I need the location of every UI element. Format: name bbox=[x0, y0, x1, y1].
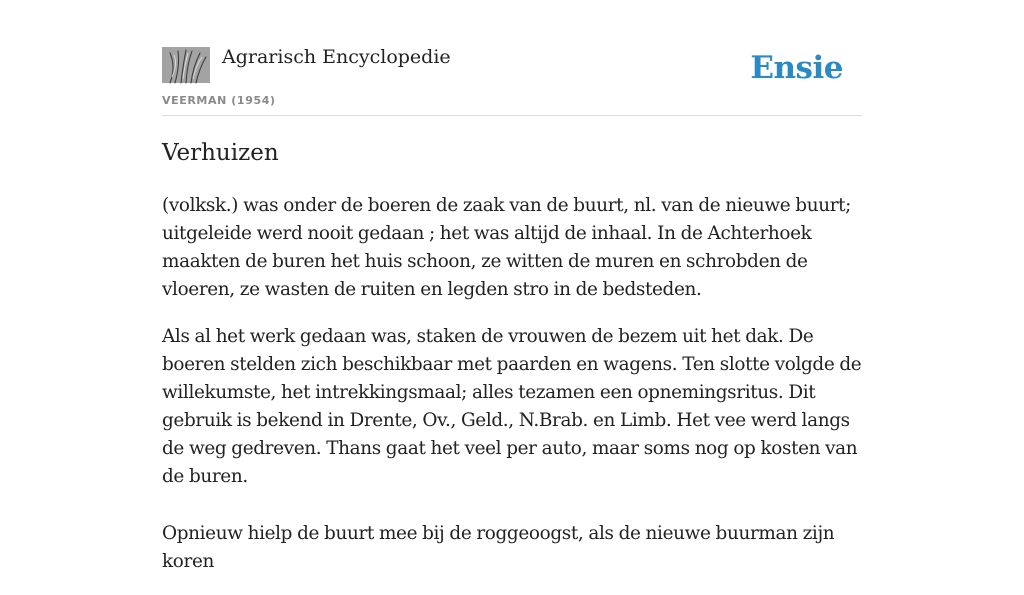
article-body bbox=[162, 192, 862, 595]
paragraph: (volksk.) was onder de boeren de zaak van de buurt, nl. van de nieuwe buurt; uitgeleide werd nooit gedaan ; het was altijd de inhaal. In de Achterhoek maakten de buren het huis schoon, ze witten de muren en schrobden de vloeren, ze wasten de ruiten en legden stro in de bedsteden. bbox=[162, 195, 852, 300]
wheat-icon[interactable] bbox=[162, 47, 210, 83]
author-label: VEERMAN (1954) bbox=[162, 94, 276, 107]
page bbox=[162, 0, 862, 572]
header bbox=[162, 0, 862, 116]
paragraph: Als al het werk gedaan was, staken de vrouwen de bezem uit het dak. De boeren stelden zich beschikbaar met paarden en wagens. Ten slotte volgde de willekumste, het intrekkingsmaal; alles tezamen een opnemingsritus. Dit gebruik is bekend in Drente, Ov., Geld., N.Brab. en Limb. Het vee werd langs de weg gedreven. Thans gaat het veel per auto, maar soms nog op kosten van de buren. bbox=[162, 326, 862, 487]
article-title: Verhuizen bbox=[162, 140, 279, 166]
site-title[interactable]: Agrarisch Encyclopedie bbox=[222, 46, 451, 68]
brand-logo[interactable]: Ensie bbox=[750, 50, 843, 86]
paragraph: Opnieuw hielp de buurt mee bij de roggeoogst, als de nieuwe buurman zijn koren bbox=[162, 523, 835, 572]
